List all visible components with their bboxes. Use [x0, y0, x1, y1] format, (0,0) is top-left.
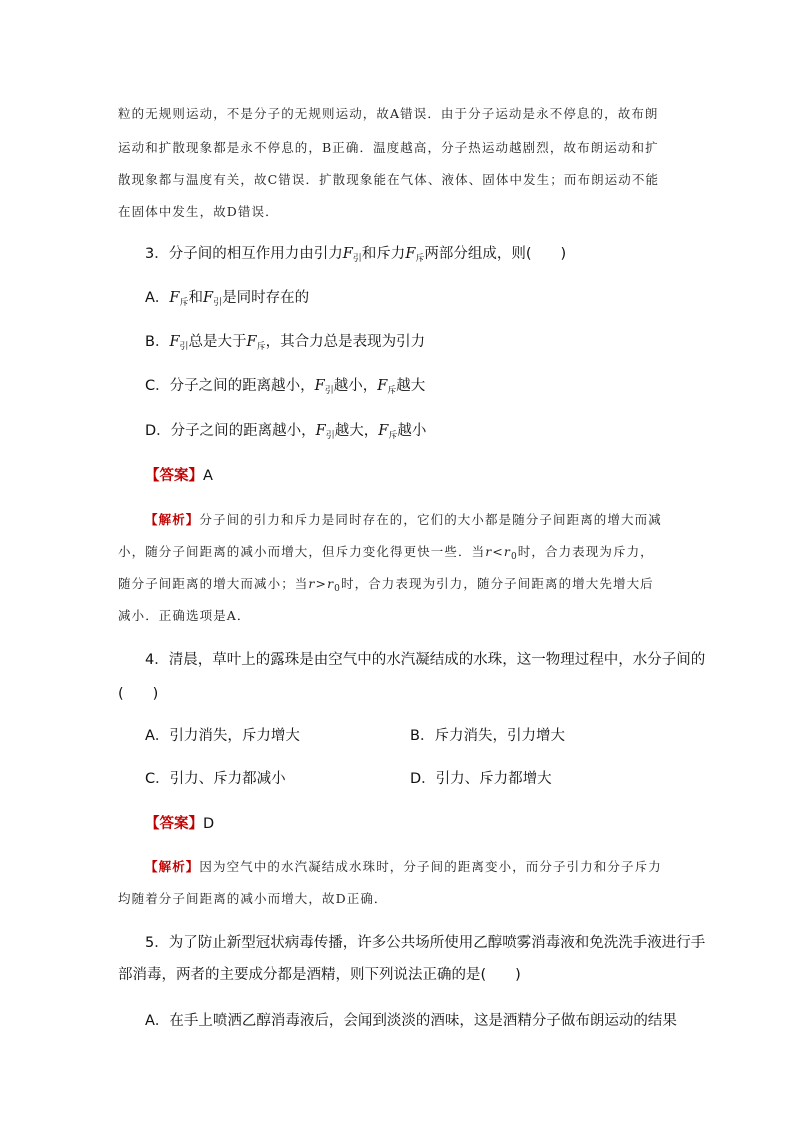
option-text: 越小，	[333, 378, 378, 394]
answer-value: A	[203, 468, 213, 484]
option-text: 是同时存在的	[222, 290, 310, 306]
subscript-chi: 斥	[387, 386, 397, 396]
subscript-chi: 斥	[179, 298, 189, 308]
q3-option-b	[145, 330, 425, 351]
explanation-text: 分子间的引力和斥力是同时存在的，它们的大小都是随分子间距离的增大而减	[199, 512, 662, 527]
prev-explanation-line-2: 运动和扩散现象都是永不停息的，B正确．温度越高，分子热运动越剧烈，故布朗运动和扩	[118, 140, 659, 155]
q3-explanation-line-2	[118, 542, 654, 560]
q3-explanation-line-3	[118, 574, 654, 592]
subscript-yin: 引	[352, 254, 362, 264]
option-text: C．分子之间的距离越小，	[145, 378, 315, 394]
option-text: 和	[188, 290, 203, 306]
q5-option-a: A．在手上喷洒乙醇消毒液后，会闻到淡淡的酒味，这是酒精分子做布朗运动的结果	[145, 1013, 677, 1029]
option-label: B．	[145, 334, 170, 350]
answer-tag: 【答案】	[145, 816, 203, 832]
q4-stem-line-1: 4．清晨，草叶上的露珠是由空气中的水汽凝结成的水珠，这一物理过程中，水分子间的	[145, 652, 706, 668]
explanation-tag: 【解析】	[145, 512, 200, 527]
q4-stem-line-2: ( )	[118, 686, 159, 702]
q4-explanation-line-2: 均随着分子间距离的减小而增大，故D正确．	[118, 891, 388, 906]
q4-option-b: B．斥力消失，引力增大	[410, 728, 565, 744]
q3-stem-text: 3．分子间的相互作用力由引力	[145, 246, 343, 262]
q3-stem	[145, 242, 566, 263]
f-symbol: F	[342, 246, 353, 262]
r0-symbol: r	[327, 576, 335, 591]
f-symbol: F	[169, 290, 180, 306]
prev-explanation-line-3: 散现象都与温度有关，故C错误．扩散现象能在气体、液体、固体中发生；而布朗运动不能	[118, 172, 660, 187]
q3-explanation-line-4: 减小．正确选项是A．	[118, 608, 251, 623]
q3-stem-text: 和斥力	[361, 246, 406, 262]
subscript-chi: 斥	[256, 342, 266, 352]
q3-answer	[145, 464, 213, 485]
less-than-symbol: <	[492, 544, 504, 559]
option-text: ，其合力总是表现为引力	[265, 334, 426, 350]
option-text: D．分子之间的距离越小，	[145, 423, 316, 439]
subscript-yin: 引	[324, 386, 334, 396]
q3-stem-text: 两部分组成，则( )	[424, 246, 567, 262]
answer-value: D	[203, 816, 215, 832]
q3-explanation-line-1	[145, 510, 662, 528]
f-symbol: F	[246, 334, 257, 350]
r0-symbol: r	[503, 544, 511, 559]
q5-stem-line-2: 部消毒，两者的主要成分都是酒精，则下列说法正确的是( )	[118, 967, 521, 983]
subscript-zero: 0	[334, 584, 341, 594]
q4-option-c: C．引力、斥力都减小	[145, 771, 286, 787]
q3-option-d	[145, 419, 426, 440]
f-symbol: F	[405, 246, 416, 262]
option-text: 总是大于	[188, 334, 247, 350]
explanation-text: 时，合力表现为引力，随分子间距离的增大先增大后	[340, 576, 654, 591]
explanation-text: 随分子间距离的增大而减小；当	[118, 576, 309, 591]
r-symbol: r	[308, 576, 316, 591]
q4-answer	[145, 812, 214, 833]
subscript-zero: 0	[510, 552, 518, 562]
explanation-text: 因为空气中的水汽凝结成水珠时，分子间的距离变小，而分子引力和分子斥力	[199, 859, 662, 874]
q3-option-c	[145, 374, 425, 395]
explanation-text: 小，随分子间距离的减小而增大，但斥力变化得更快一些．当	[118, 544, 486, 559]
q3-option-a	[145, 286, 309, 307]
prev-explanation-line-1: 粒的无规则运动，不是分子的无规则运动，故A错误．由于分子运动是永不停息的，故布朗	[118, 106, 659, 121]
answer-tag: 【答案】	[145, 468, 203, 484]
subscript-chi: 斥	[388, 431, 398, 441]
f-symbol: F	[169, 334, 180, 350]
subscript-yin: 引	[179, 342, 189, 352]
prev-explanation-line-4: 在固体中发生，故D错误．	[118, 204, 279, 219]
subscript-yin: 引	[325, 431, 335, 441]
f-symbol: F	[203, 290, 214, 306]
q4-option-d: D．引力、斥力都增大	[410, 771, 552, 787]
greater-than-symbol: >	[315, 576, 328, 591]
f-symbol: F	[314, 378, 325, 394]
r-symbol: r	[485, 544, 493, 559]
f-symbol: F	[377, 378, 388, 394]
subscript-chi: 斥	[415, 254, 425, 264]
q4-option-a: A．引力消失，斥力增大	[145, 728, 300, 744]
q4-explanation-line-1	[145, 857, 662, 875]
subscript-yin: 引	[213, 298, 223, 308]
f-symbol: F	[378, 423, 389, 439]
option-text: 越小	[397, 423, 427, 439]
explanation-text: 时，合力表现为斥力，	[517, 544, 654, 559]
option-text: 越大，	[334, 423, 379, 439]
option-text: 越大	[396, 378, 426, 394]
f-symbol: F	[315, 423, 326, 439]
q5-stem-line-1: 5．为了防止新型冠状病毒传播，许多公共场所使用乙醇喷雾消毒液和免洗洗手液进行手	[145, 935, 706, 951]
explanation-tag: 【解析】	[145, 859, 200, 874]
option-label: A．	[145, 290, 170, 306]
